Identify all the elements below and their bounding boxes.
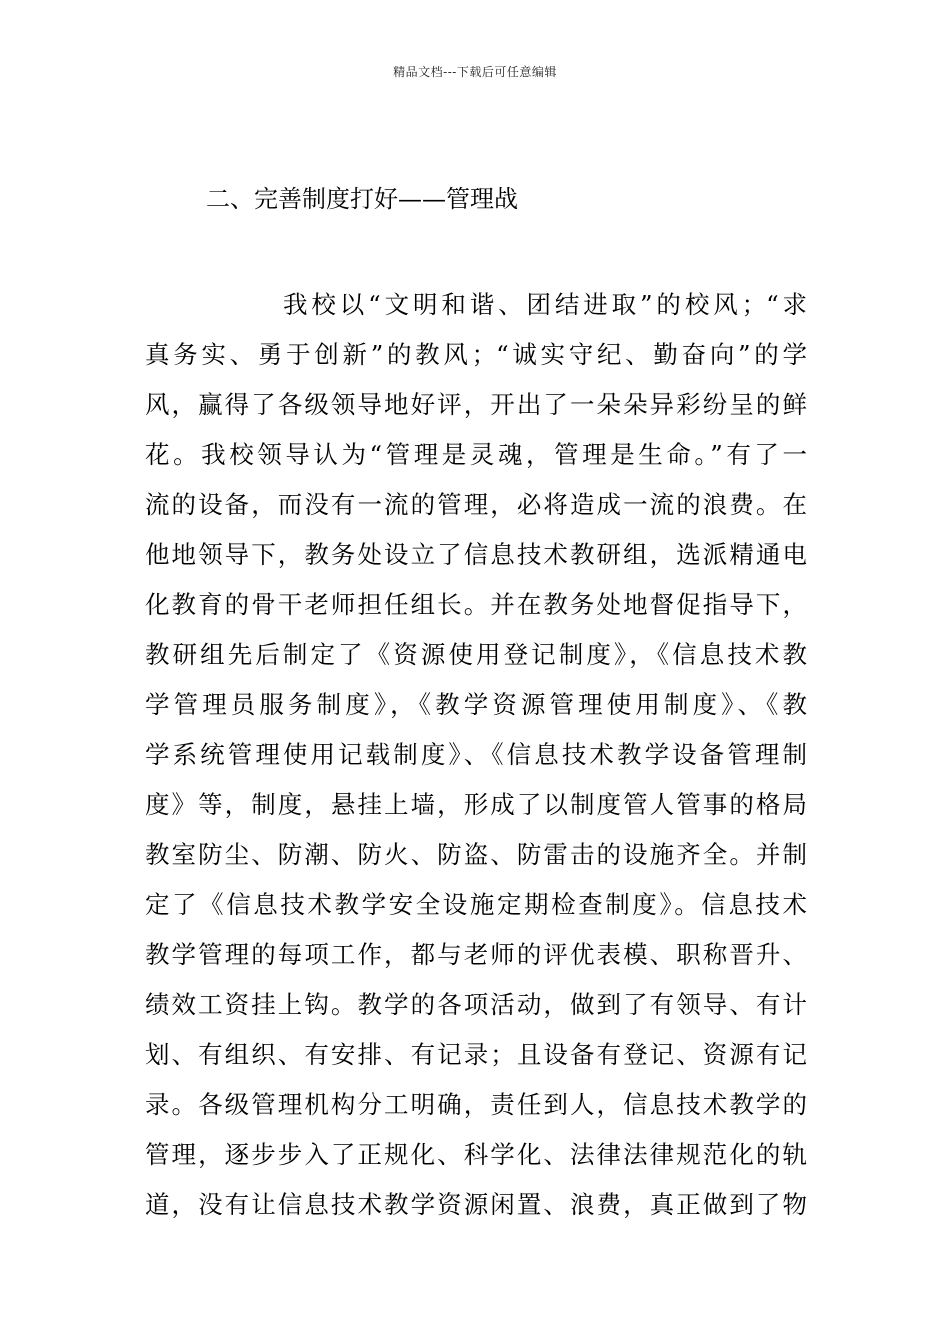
paragraph-line: 教研组先后制定了《资源使用登记制度》，《信息技术教 [145,640,807,669]
paragraph-line: 管理，逐步步入了正规化、科学化、法律法律规范化的轨 [145,1140,807,1169]
page-header-note: 精品文档---下载后可任意编辑 [393,65,557,79]
paragraph-line: 风，赢得了各级领导地好评，开出了一朵朵异彩纷呈的鲜 [145,390,807,419]
paragraph-line: 化教育的骨干老师担任组长。并在教务处地督促指导下， [145,590,807,619]
paragraph-line: 我校以“文明和谐、团结进取”的校风；“求 [283,290,807,319]
paragraph-line: 度》等，制度，悬挂上墙，形成了以制度管人管事的格局 [145,790,807,819]
paragraph-line: 学系统管理使用记载制度》、《信息技术教学设备管理制 [145,740,807,769]
section-heading: 二、完善制度打好——管理战 [206,185,518,213]
paragraph-line: 绩效工资挂上钩。教学的各项活动，做到了有领导、有计 [145,990,807,1019]
paragraph-line: 真务实、勇于创新”的教风；“诚实守纪、勤奋向”的学 [145,340,807,369]
body-paragraph [145,280,807,1230]
paragraph-line: 花。我校领导认为“管理是灵魂，管理是生命。”有了一 [145,440,807,469]
paragraph-line: 教学管理的每项工作，都与老师的评优表模、职称晋升、 [145,940,807,969]
paragraph-line: 流的设备，而没有一流的管理，必将造成一流的浪费。在 [145,490,807,519]
paragraph-line: 他地领导下，教务处设立了信息技术教研组，选派精通电 [145,540,807,569]
paragraph-line: 教室防尘、防潮、防火、防盗、防雷击的设施齐全。并制 [145,840,807,869]
paragraph-line: 录。各级管理机构分工明确，责任到人，信息技术教学的 [145,1090,807,1119]
paragraph-line: 学管理员服务制度》，《教学资源管理使用制度》、《教 [145,690,807,719]
paragraph-line: 划、有组织、有安排、有记录；且设备有登记、资源有记 [145,1040,807,1069]
paragraph-line: 道，没有让信息技术教学资源闲置、浪费，真正做到了物 [145,1190,807,1219]
paragraph-line: 定了《信息技术教学安全设施定期检查制度》。信息技术 [145,890,807,919]
